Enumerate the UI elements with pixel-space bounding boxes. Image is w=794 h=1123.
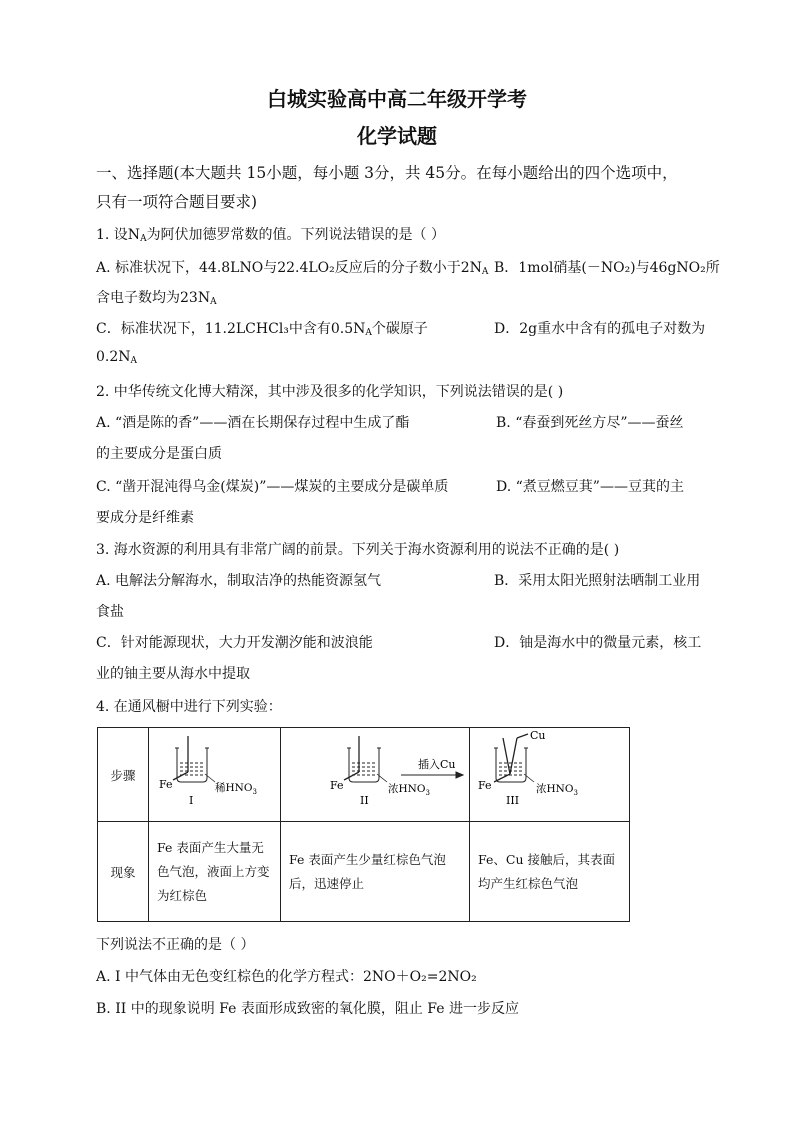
arrow-right-icon xyxy=(401,772,463,778)
q2-stem: 2. 中华传统文化博大精深，其中涉及很多的化学知识，下列说法错误的是( ) xyxy=(96,384,564,400)
iron-wire-icon xyxy=(344,736,359,780)
q2-option-c: C. “凿开混沌得乌金(煤炭)”——煤炭的主要成分是碳单质 xyxy=(96,479,449,495)
q4-prompt: 下列说法不正确的是（ ） xyxy=(96,937,255,953)
cu-label: Cu xyxy=(530,729,546,742)
q3-option-d: D．铀是海水中的微量元素，核工 xyxy=(494,635,702,651)
q1-option-b-cont: 含电子数均为$23N_A$ xyxy=(96,290,217,307)
observation-2-cell xyxy=(281,822,470,922)
q1-option-d-cont: $0.2N_A$ xyxy=(96,349,138,366)
step-number-1: I xyxy=(189,794,194,807)
q1-option-d: D．2g重水中含有的孤电子对数为 xyxy=(494,321,706,337)
conc-acid-label: 浓$HNO_3$ xyxy=(388,783,430,797)
q3-option-b: B．采用太阳光照射法晒制工业用 xyxy=(494,573,701,589)
q2-option-b: B. “春蚕到死丝方尽”——蚕丝 xyxy=(496,415,684,431)
q4-stem: 4. 在通风橱中进行下列实验： xyxy=(96,699,282,715)
step-number-3: III xyxy=(506,794,520,807)
dilute-acid-label: 稀$HNO_3$ xyxy=(215,782,257,796)
experiment-table xyxy=(97,727,630,922)
school-title: 白城实验高中高二年级开学考 xyxy=(267,87,527,111)
observation-2: Fe 表面产生少量红棕色气泡后，迅速停止 xyxy=(289,851,446,891)
observation-3: Fe、Cu 接触后，其表面均产生红棕色气泡 xyxy=(478,851,615,891)
step-number-2: II xyxy=(360,794,369,807)
q3-option-b-cont: 食盐 xyxy=(96,604,124,620)
q4-option-b: B. II 中的现象说明 Fe 表面形成致密的氧化膜，阻止 Fe 进一步反应 xyxy=(96,1001,519,1017)
q3-option-c: C．针对能源现状，大力开发潮汐能和波浪能 xyxy=(96,635,373,651)
section-instructions-line2: 只有一项符合题目要求) xyxy=(96,193,258,211)
section-instructions-line1: 一、选择题(本大题共 15小题，每小题 3分，共 45分。在每小题给出的四个选项中， xyxy=(96,164,678,182)
insert-cu-label: 插入Cu xyxy=(418,758,456,771)
conc-acid-label: 浓$HNO_3$ xyxy=(536,783,578,797)
q3-option-a: A. 电解法分解海水，制取洁净的热能资源氢气 xyxy=(96,573,382,589)
q3-option-d-cont: 业的铀主要从海水中提取 xyxy=(96,666,250,682)
q1-option-a: A. 标准状况下，44.8LNO与22.4LO₂反应后的分子数小于$2N_A$ xyxy=(96,260,489,277)
fe-label: Fe xyxy=(159,778,173,791)
beaker-icon xyxy=(347,748,381,782)
q1-option-b: B．1mol硝基(－NO₂)与46gNO₂所 xyxy=(494,260,720,276)
q2-option-b-cont: 的主要成分是蛋白质 xyxy=(96,446,222,462)
subject-title: 化学试题 xyxy=(357,124,437,148)
apparatus-2-3-diagram xyxy=(281,728,469,818)
fe-label: Fe xyxy=(330,779,344,792)
observation-1-cell xyxy=(149,822,281,922)
q3-stem: 3. 海水资源的利用具有非常广阔的前景。下列关于海水资源利用的说法不正确的是( ) xyxy=(96,542,620,558)
q1-stem: 1. 设$N_A$为阿伏加德罗常数的值。下列说法错误的是（ ） xyxy=(96,227,446,244)
row-label-observations: 现象 xyxy=(98,822,149,922)
q2-option-a: A. “酒是陈的香”——酒在长期保存过程中生成了酯 xyxy=(96,415,410,431)
observation-3-cell xyxy=(470,822,630,922)
step1-diagram-cell xyxy=(149,728,281,822)
beaker-icon xyxy=(494,748,528,782)
step3-diagram-cell xyxy=(470,728,630,822)
iron-wire-icon xyxy=(173,736,188,780)
q1-option-c: C．标准状况下，11.2LCHCl₃中含有$0.5N_A$个碳原子 xyxy=(96,321,428,338)
step2-step3-diagram-cell xyxy=(281,728,470,822)
q4-option-a: A. I 中气体由无色变红棕色的化学方程式：2NO＋O₂=2NO₂ xyxy=(96,969,477,985)
observation-1: Fe 表面产生大量无色气泡，液面上方变为红棕色 xyxy=(157,839,270,903)
fe-label: Fe xyxy=(478,779,492,792)
apparatus-1-diagram xyxy=(149,728,280,818)
q2-option-d: D. “煮豆燃豆萁”——豆萁的主 xyxy=(496,479,684,495)
row-label-steps: 步骤 xyxy=(98,728,149,822)
apparatus-3-diagram xyxy=(470,728,629,818)
q2-option-d-cont: 要成分是纤维素 xyxy=(96,510,194,526)
